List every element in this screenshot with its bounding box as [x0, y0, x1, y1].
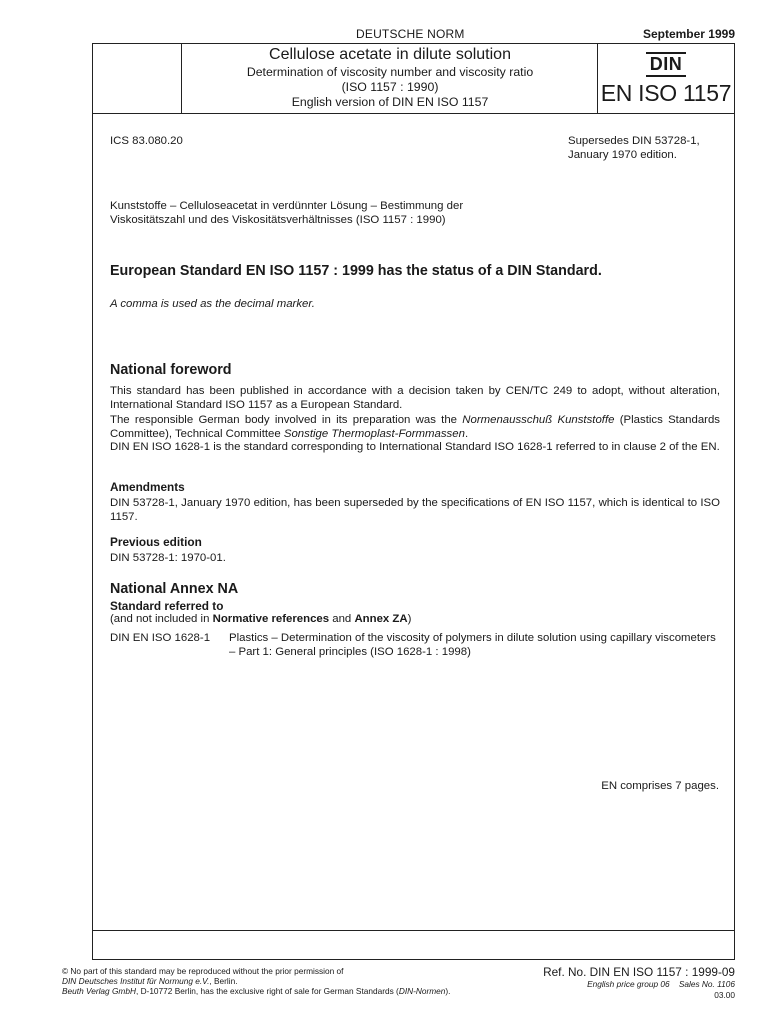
standard-referred-note: (and not included in Normative references and Annex ZA): [110, 613, 412, 625]
norm-label: DEUTSCHE NORM: [356, 27, 465, 41]
copyright-symbol: ©: [62, 966, 69, 976]
header-right-divider: [597, 43, 598, 113]
decimal-marker-note: A comma is used as the decimal marker.: [110, 298, 315, 310]
reference-description: Plastics – Determination of the viscosity of polymers in dilute solution using capillary viscometers – Part 1: General principles (ISO 1628-1 : 1998): [229, 632, 716, 658]
edition-code: 03.00: [714, 989, 735, 1000]
footer-divider: [92, 930, 735, 931]
copyright-notice: © No part of this standard may be reproduced without the prior permission of DIN Deutsches Institut für Normung e.V., Berlin. Beuth Verlag GmbH, D-10772 Berlin, has the exclusive right of sale for German Standards (DIN-Normen).: [62, 966, 451, 996]
title-block: [183, 45, 597, 110]
previous-edition-heading: Previous edition: [110, 535, 202, 549]
ics-code: ICS 83.080.20: [110, 135, 183, 147]
reference-row: [110, 632, 720, 659]
document-title: Cellulose acetate in dilute solution: [269, 46, 511, 63]
footer-reference: [543, 966, 735, 1000]
annex-heading: National Annex NA: [110, 581, 239, 597]
header-divider: [92, 113, 735, 114]
publication-date: September 1999: [642, 27, 735, 41]
standard-referred-heading: Standard referred to: [110, 599, 224, 613]
foreword-paragraph: DIN EN ISO 1628-1 is the standard corresponding to International Standard ISO 1628-1 referred to in clause 2 of the EN.: [110, 441, 720, 454]
foreword-paragraph: The responsible German body involved in its preparation was the Normenausschuß Kunststoffe (Plastics Standards Committee), Technical Committee Sonstige Thermoplast-Formmassen.: [110, 414, 720, 440]
foreword-heading: National foreword: [110, 362, 232, 378]
foreword-body: [110, 385, 720, 455]
previous-edition-body: DIN 53728-1: 1970-01.: [110, 552, 226, 564]
supersedes-note: Supersedes DIN 53728-1, January 1970 edition.: [568, 135, 700, 161]
header-left-divider: [181, 43, 182, 113]
price-info: English price group 06 Sales No. 1106: [587, 979, 735, 989]
standard-number: EN ISO 1157: [600, 80, 732, 106]
reference-number: Ref. No. DIN EN ISO 1157 : 1999-09: [543, 965, 735, 979]
amendments-heading: Amendments: [110, 480, 185, 494]
reference-key: DIN EN ISO 1628-1: [110, 632, 211, 644]
page-count-note: EN comprises 7 pages.: [601, 780, 719, 792]
foreword-paragraph: This standard has been published in accordance with a decision taken by CEN/TC 249 to adopt, without alteration, International Standard ISO 1157 as a European Standard.: [110, 385, 720, 411]
status-line: European Standard EN ISO 1157 : 1999 has the status of a DIN Standard.: [110, 263, 602, 279]
english-version-note: English version of DIN EN ISO 1157: [291, 95, 489, 109]
amendments-body: DIN 53728-1, January 1970 edition, has been superseded by the specifications of EN ISO 1157, which is identical to ISO 1157.: [110, 497, 720, 523]
iso-reference: (ISO 1157 : 1990): [341, 80, 439, 94]
document-subtitle: Determination of viscosity number and viscosity ratio: [246, 65, 534, 79]
german-title: Kunststoffe – Celluloseacetat in verdünnter Lösung – Bestimmung der Viskositätszahl und des Viskositätsverhältnisses (ISO 1157 : 1990): [110, 200, 464, 226]
din-logo: DIN: [646, 52, 687, 77]
din-box: [600, 47, 732, 106]
